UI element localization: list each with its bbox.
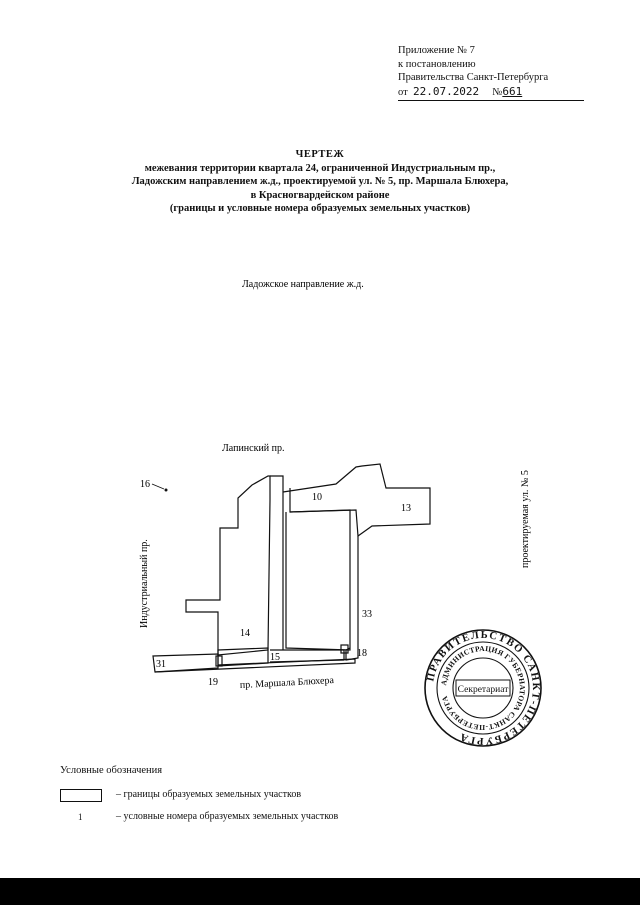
resolution-number: 661 xyxy=(502,84,523,98)
stamp-inner-text: АДМИНИСТРАЦИЯ ГУБЕРНАТОРА САНКТ-ПЕТЕРБУРГА xyxy=(439,643,528,733)
date-prefix: от xyxy=(398,86,408,98)
plot-boundary-33 xyxy=(346,536,358,660)
plot-boundary-10 xyxy=(283,464,430,536)
plot-16-pointer xyxy=(152,484,164,489)
bottom-scan-border xyxy=(0,878,640,905)
stamp-outer-text: ПРАВИТЕЛЬСТВО САНКТ-ПЕТЕРБУРГА xyxy=(425,629,542,747)
legend-boundary-symbol xyxy=(60,789,102,802)
plot-number-16: 16 xyxy=(140,479,150,490)
plot-number-13: 13 xyxy=(401,503,411,514)
official-stamp xyxy=(425,630,541,746)
plot-number-33: 33 xyxy=(362,609,372,620)
plot-number-19: 19 xyxy=(208,677,218,688)
legend-boundaries-label: – границы образуемых земельных участков xyxy=(116,789,302,800)
street-left-label: Индустриальный пр. xyxy=(139,539,150,628)
plot-boundary-10-inner xyxy=(286,510,350,650)
number-prefix: № xyxy=(492,86,503,98)
plot-number-15: 15 xyxy=(270,652,280,663)
legend-number-symbol: 1 xyxy=(78,812,83,822)
resolution-date: 22.07.2022 xyxy=(412,84,480,98)
legend-title: Условные обозначения xyxy=(60,765,163,776)
plot-number-18: 18 xyxy=(357,648,367,659)
title-line-2: Ладожским направлением ж.д., проектируемой ул. № 5, пр. Маршала Блюхера, xyxy=(131,176,509,188)
plot-boundary-15 xyxy=(270,650,344,662)
plot-boundaries xyxy=(153,464,430,672)
title-line-4: (границы и условные номера образуемых земельных участков) xyxy=(169,202,471,214)
legend-numbers-label: – условные номера образуемых земельных участков xyxy=(116,811,339,822)
plot-number-31: 31 xyxy=(156,659,166,670)
appendix-line-1: Приложение № 7 xyxy=(398,45,475,56)
railway-label: Ладожское направление ж.д. xyxy=(242,279,364,290)
title-line-3: в Красногвардейском районе xyxy=(250,189,390,201)
plot-number-14: 14 xyxy=(240,628,250,639)
plot-16-dot xyxy=(165,489,168,492)
street-bottom-label: пр. Маршала Блюхера xyxy=(239,675,335,691)
plot-boundary-outer xyxy=(186,476,270,655)
stamp-center-text: Секретариат xyxy=(457,685,509,695)
title-heading: ЧЕРТЕЖ xyxy=(295,149,345,160)
plot-boundary-link xyxy=(270,476,283,650)
street-top-label: Лапинский пр. xyxy=(222,443,285,454)
title-line-1: межевания территории квартала 24, ограниченной Индустриальным пр., xyxy=(144,163,496,175)
street-right-label: проектируемая ул. № 5 xyxy=(520,470,531,568)
plot-number-10: 10 xyxy=(312,492,322,503)
appendix-line-3: Правительства Санкт-Петербурга xyxy=(398,72,549,83)
appendix-line-2: к постановлению xyxy=(398,58,476,70)
